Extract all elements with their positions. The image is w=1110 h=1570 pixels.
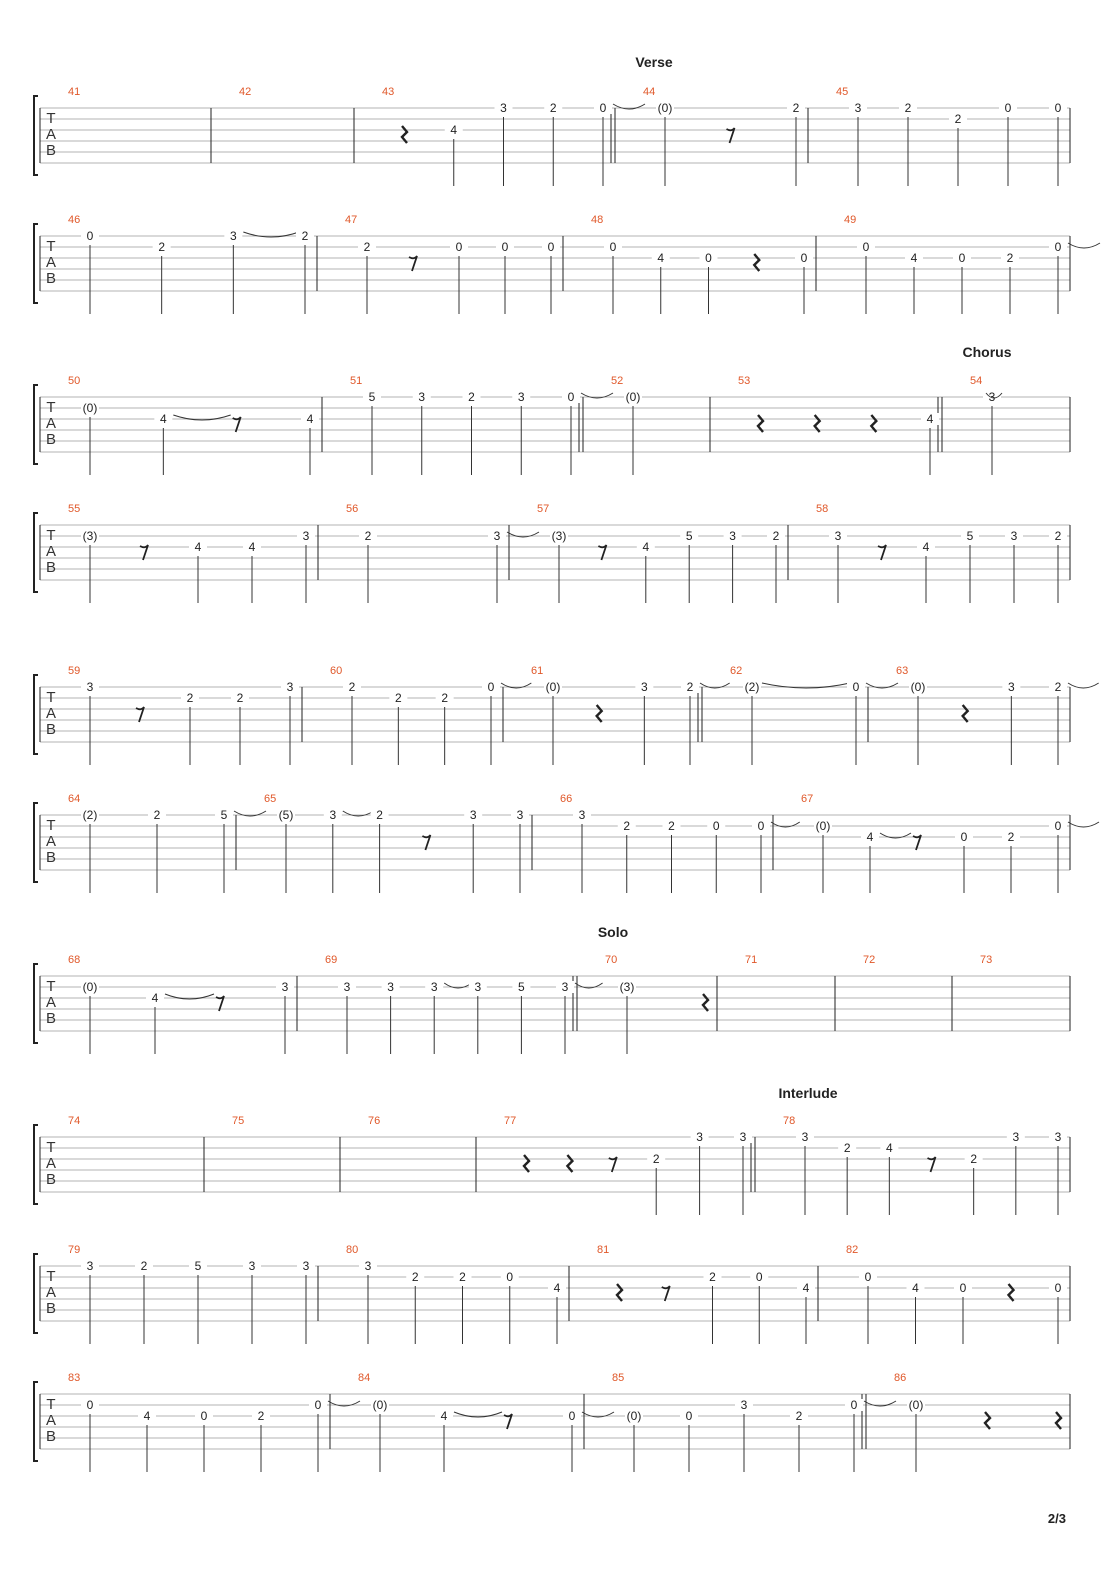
- measure-number: 65: [264, 793, 277, 805]
- tab-clef-letter: B: [45, 721, 57, 738]
- fret-number: 2: [795, 1409, 803, 1423]
- measure-number: 54: [970, 375, 983, 387]
- tab-clef-letter: B: [45, 1300, 57, 1317]
- tab-clef-letter: T: [46, 238, 56, 255]
- tab-clef-letter: T: [46, 1139, 56, 1156]
- quarter-rest: [963, 705, 968, 722]
- fret-number: 4: [440, 1409, 448, 1423]
- system-bracket: [34, 96, 38, 175]
- fret-number: (0): [910, 680, 926, 694]
- fret-number: 2: [1006, 251, 1014, 265]
- fret-number: 0: [487, 680, 495, 694]
- measure-number: 55: [68, 503, 81, 515]
- tab-clef-letter: B: [45, 1171, 57, 1188]
- quarter-rest: [1009, 1284, 1014, 1301]
- measure-number: 85: [612, 1372, 625, 1384]
- fret-number: 2: [153, 808, 161, 822]
- fret-number: 3: [229, 229, 237, 243]
- page-number: 2/3: [1047, 1511, 1066, 1526]
- section-title: Solo: [597, 924, 629, 940]
- fret-number: 2: [364, 529, 372, 543]
- tab-clef-letter: B: [45, 431, 57, 448]
- section-title: Verse: [635, 54, 673, 70]
- tab-clef-letter: A: [45, 1155, 57, 1172]
- fret-number: 0: [1054, 1281, 1062, 1295]
- fret-number: 3: [430, 980, 438, 994]
- measure-number: 68: [68, 954, 81, 966]
- fret-number: 3: [329, 808, 337, 822]
- fret-number: 2: [376, 808, 383, 822]
- fret-number: (0): [82, 401, 98, 415]
- measure-number: 63: [896, 665, 909, 677]
- measure-number: 56: [346, 503, 359, 515]
- fret-number: 4: [912, 1281, 919, 1295]
- measure-number: 49: [844, 214, 857, 226]
- fret-number: (0): [625, 390, 641, 404]
- quarter-rest: [758, 415, 763, 432]
- fret-number: 4: [143, 1409, 151, 1423]
- fret-number: 0: [864, 1270, 872, 1284]
- measure-number: 47: [345, 214, 358, 226]
- fret-number: (2): [744, 680, 760, 694]
- fret-number: 0: [200, 1409, 208, 1423]
- measure-number: 45: [836, 86, 849, 98]
- system-bracket: [34, 964, 38, 1043]
- fret-number: 0: [852, 680, 860, 694]
- fret-number: (3): [82, 529, 98, 543]
- system-bracket: [34, 1125, 38, 1204]
- fret-number: 2: [709, 1270, 716, 1284]
- fret-number: 3: [739, 1130, 747, 1144]
- quarter-rest: [871, 415, 876, 432]
- fret-number: 5: [368, 390, 376, 404]
- fret-number: 3: [561, 980, 569, 994]
- measure-number: 76: [368, 1115, 381, 1127]
- fret-number: 3: [302, 1259, 310, 1273]
- tab-clef-letter: T: [46, 817, 56, 834]
- fret-number: 2: [441, 691, 449, 705]
- fret-number: 0: [1004, 101, 1012, 115]
- quarter-rest: [1056, 1412, 1061, 1429]
- tab-clef-letter: B: [45, 142, 57, 159]
- tab-clef-letter: T: [46, 689, 56, 706]
- measure-number: 44: [643, 86, 656, 98]
- measure-number: 86: [894, 1372, 907, 1384]
- fret-number: 0: [800, 251, 808, 265]
- fret-number: 2: [970, 1152, 978, 1166]
- fret-number: 2: [904, 101, 912, 115]
- fret-number: 4: [642, 540, 650, 554]
- tab-clef-letter: T: [46, 399, 56, 416]
- fret-number: (0): [815, 819, 831, 833]
- measure-number: 78: [783, 1115, 796, 1127]
- quarter-rest: [985, 1412, 990, 1429]
- fret-number: 0: [959, 1281, 967, 1295]
- fret-number: 4: [802, 1281, 810, 1295]
- fret-number: 3: [517, 390, 525, 404]
- system-bracket: [34, 385, 38, 464]
- tab-clef-letter: B: [45, 270, 57, 287]
- fret-number: 0: [547, 240, 555, 254]
- fret-number: 4: [194, 540, 202, 554]
- fret-number: 4: [926, 412, 934, 426]
- fret-number: 2: [772, 529, 780, 543]
- fret-number: 0: [958, 251, 966, 265]
- quarter-rest: [703, 994, 708, 1011]
- fret-number: 2: [843, 1141, 851, 1155]
- tab-clef-letter: T: [46, 1268, 56, 1285]
- measure-number: 46: [68, 214, 81, 226]
- fret-number: 3: [364, 1259, 372, 1273]
- fret-number: 0: [850, 1398, 858, 1412]
- fret-number: (2): [82, 808, 98, 822]
- system-bracket: [34, 224, 38, 303]
- fret-number: 2: [140, 1259, 148, 1273]
- fret-number: 4: [159, 412, 167, 426]
- measure-number: 48: [591, 214, 604, 226]
- tab-clef-letter: A: [45, 1412, 57, 1429]
- measure-number: 41: [68, 86, 81, 98]
- fret-number: 0: [455, 240, 463, 254]
- fret-number: 3: [1012, 1130, 1020, 1144]
- fret-number: 2: [954, 112, 962, 126]
- measure-number: 62: [730, 665, 743, 677]
- fret-number: (0): [908, 1398, 924, 1412]
- tab-clef-letter: A: [45, 1284, 57, 1301]
- system-bracket: [34, 675, 38, 754]
- fret-number: 2: [668, 819, 675, 833]
- fret-number: 5: [685, 529, 693, 543]
- fret-number: 4: [553, 1281, 561, 1295]
- fret-number: 0: [314, 1398, 322, 1412]
- quarter-rest: [524, 1155, 529, 1172]
- fret-number: 4: [885, 1141, 893, 1155]
- fret-number: 3: [729, 529, 736, 543]
- fret-number: 5: [194, 1259, 202, 1273]
- fret-number: (3): [619, 980, 635, 994]
- fret-number: 0: [568, 1409, 576, 1423]
- tie-arc: [1068, 243, 1100, 248]
- fret-number: 0: [755, 1270, 763, 1284]
- fret-number: 3: [418, 390, 426, 404]
- system-bracket: [34, 1382, 38, 1461]
- measure-number: 64: [68, 793, 81, 805]
- tab-clef-letter: A: [45, 415, 57, 432]
- measure-number: 73: [980, 954, 993, 966]
- fret-number: 2: [186, 691, 194, 705]
- fret-number: 2: [348, 680, 356, 694]
- fret-number: 2: [686, 680, 694, 694]
- fret-number: 0: [960, 830, 968, 844]
- fret-number: 3: [248, 1259, 256, 1273]
- fret-number: 0: [506, 1270, 514, 1284]
- section-title: Interlude: [778, 1085, 838, 1101]
- tab-clef-letter: A: [45, 994, 57, 1011]
- measure-number: 77: [504, 1115, 517, 1127]
- measure-number: 75: [232, 1115, 245, 1127]
- tab-clef-letter: T: [46, 527, 56, 544]
- system-bracket: [34, 513, 38, 592]
- measure-number: 71: [745, 954, 758, 966]
- fret-number: 4: [450, 123, 458, 137]
- fret-number: 0: [862, 240, 870, 254]
- measure-number: 82: [846, 1244, 859, 1256]
- fret-number: 4: [151, 991, 159, 1005]
- fret-number: 3: [500, 101, 507, 115]
- fret-number: (0): [82, 980, 98, 994]
- fret-number: 2: [459, 1270, 466, 1284]
- fret-number: 3: [578, 808, 586, 822]
- tab-clef-letter: A: [45, 833, 57, 850]
- fret-number: 4: [910, 251, 918, 265]
- fret-number: 3: [1007, 680, 1015, 694]
- fret-number: 4: [248, 540, 256, 554]
- fret-number: (3): [551, 529, 567, 543]
- fret-number: 3: [640, 680, 648, 694]
- fret-number: 4: [866, 830, 874, 844]
- measure-number: 43: [382, 86, 395, 98]
- fret-number: 2: [623, 819, 631, 833]
- tab-clef-letter: A: [45, 543, 57, 560]
- fret-number: 2: [411, 1270, 419, 1284]
- measure-number: 79: [68, 1244, 81, 1256]
- fret-number: 4: [657, 251, 665, 265]
- measure-number: 52: [611, 375, 624, 387]
- fret-number: 5: [518, 980, 525, 994]
- tie-arc: [1068, 683, 1099, 688]
- quarter-rest: [617, 1284, 622, 1301]
- fret-number: 5: [966, 529, 974, 543]
- fret-number: 0: [609, 240, 617, 254]
- quarter-rest: [567, 1155, 572, 1172]
- fret-number: 3: [469, 808, 477, 822]
- tab-clef-letter: A: [45, 126, 57, 143]
- tab-clef-letter: B: [45, 849, 57, 866]
- fret-number: 2: [1007, 830, 1015, 844]
- fret-number: 3: [474, 980, 482, 994]
- tab-clef-letter: A: [45, 254, 57, 271]
- fret-number: 3: [86, 680, 94, 694]
- fret-number: 0: [1054, 819, 1062, 833]
- fret-number: 2: [363, 240, 371, 254]
- measure-number: 61: [531, 665, 544, 677]
- fret-number: 3: [696, 1130, 703, 1144]
- measure-number: 70: [605, 954, 618, 966]
- fret-number: 2: [792, 101, 800, 115]
- measure-number: 50: [68, 375, 81, 387]
- tab-clef-letter: B: [45, 559, 57, 576]
- fret-number: 2: [652, 1152, 660, 1166]
- fret-number: 3: [86, 1259, 94, 1273]
- tab-clef-letter: T: [46, 978, 56, 995]
- fret-number: 0: [599, 101, 607, 115]
- measure-number: 58: [816, 503, 829, 515]
- fret-number: 0: [1054, 240, 1062, 254]
- fret-number: 0: [1054, 101, 1062, 115]
- fret-number: 5: [220, 808, 228, 822]
- measure-number: 72: [863, 954, 876, 966]
- measure-number: 84: [358, 1372, 371, 1384]
- fret-number: 2: [301, 229, 309, 243]
- fret-number: 3: [302, 529, 310, 543]
- fret-number: 2: [236, 691, 244, 705]
- fret-number: 3: [988, 390, 996, 404]
- section-title: Chorus: [962, 344, 1012, 360]
- fret-number: (5): [278, 808, 294, 822]
- fret-number: 3: [286, 680, 294, 694]
- fret-number: 3: [854, 101, 862, 115]
- fret-number: 2: [468, 390, 475, 404]
- fret-number: 0: [86, 1398, 94, 1412]
- fret-number: 3: [516, 808, 524, 822]
- fret-number: 0: [757, 819, 765, 833]
- measure-number: 66: [560, 793, 573, 805]
- measure-number: 81: [597, 1244, 610, 1256]
- measure-number: 51: [350, 375, 363, 387]
- measure-number: 42: [239, 86, 252, 98]
- fret-number: (0): [372, 1398, 388, 1412]
- fret-number: 3: [1054, 1130, 1062, 1144]
- measure-number: 69: [325, 954, 338, 966]
- measure-number: 53: [738, 375, 751, 387]
- measure-number: 74: [68, 1115, 81, 1127]
- fret-number: 2: [1054, 529, 1062, 543]
- fret-number: 4: [306, 412, 314, 426]
- fret-number: 2: [1054, 680, 1062, 694]
- tie-arc: [1068, 822, 1099, 827]
- fret-number: 4: [922, 540, 930, 554]
- system-bracket: [34, 1254, 38, 1333]
- measure-number: 60: [330, 665, 343, 677]
- measure-number: 59: [68, 665, 81, 677]
- fret-number: (0): [545, 680, 561, 694]
- fret-number: 2: [158, 240, 166, 254]
- measure-number: 80: [346, 1244, 359, 1256]
- fret-number: (0): [657, 101, 673, 115]
- fret-number: 2: [549, 101, 557, 115]
- fret-number: 0: [86, 229, 94, 243]
- fret-number: 3: [281, 980, 289, 994]
- quarter-rest: [597, 705, 602, 722]
- tab-clef-letter: B: [45, 1428, 57, 1445]
- quarter-rest: [815, 415, 820, 432]
- fret-number: 3: [801, 1130, 809, 1144]
- fret-number: 0: [712, 819, 720, 833]
- tab-clef-letter: T: [46, 110, 56, 127]
- measure-number: 67: [801, 793, 814, 805]
- tab-clef-letter: T: [46, 1396, 56, 1413]
- fret-number: 0: [567, 390, 575, 404]
- fret-number: 2: [257, 1409, 265, 1423]
- fret-number: 0: [705, 251, 712, 265]
- fret-number: 0: [685, 1409, 693, 1423]
- tab-clef-letter: A: [45, 705, 57, 722]
- measure-number: 83: [68, 1372, 81, 1384]
- quarter-rest: [754, 254, 759, 271]
- fret-number: 3: [834, 529, 842, 543]
- tab-clef-letter: B: [45, 1010, 57, 1027]
- quarter-rest: [402, 126, 407, 143]
- fret-number: 3: [740, 1398, 748, 1412]
- fret-number: 3: [1010, 529, 1018, 543]
- system-bracket: [34, 803, 38, 882]
- fret-number: 3: [493, 529, 501, 543]
- fret-number: (0): [626, 1409, 642, 1423]
- measure-number: 57: [537, 503, 550, 515]
- fret-number: 3: [387, 980, 394, 994]
- fret-number: 2: [394, 691, 402, 705]
- fret-number: 3: [343, 980, 351, 994]
- fret-number: 0: [501, 240, 509, 254]
